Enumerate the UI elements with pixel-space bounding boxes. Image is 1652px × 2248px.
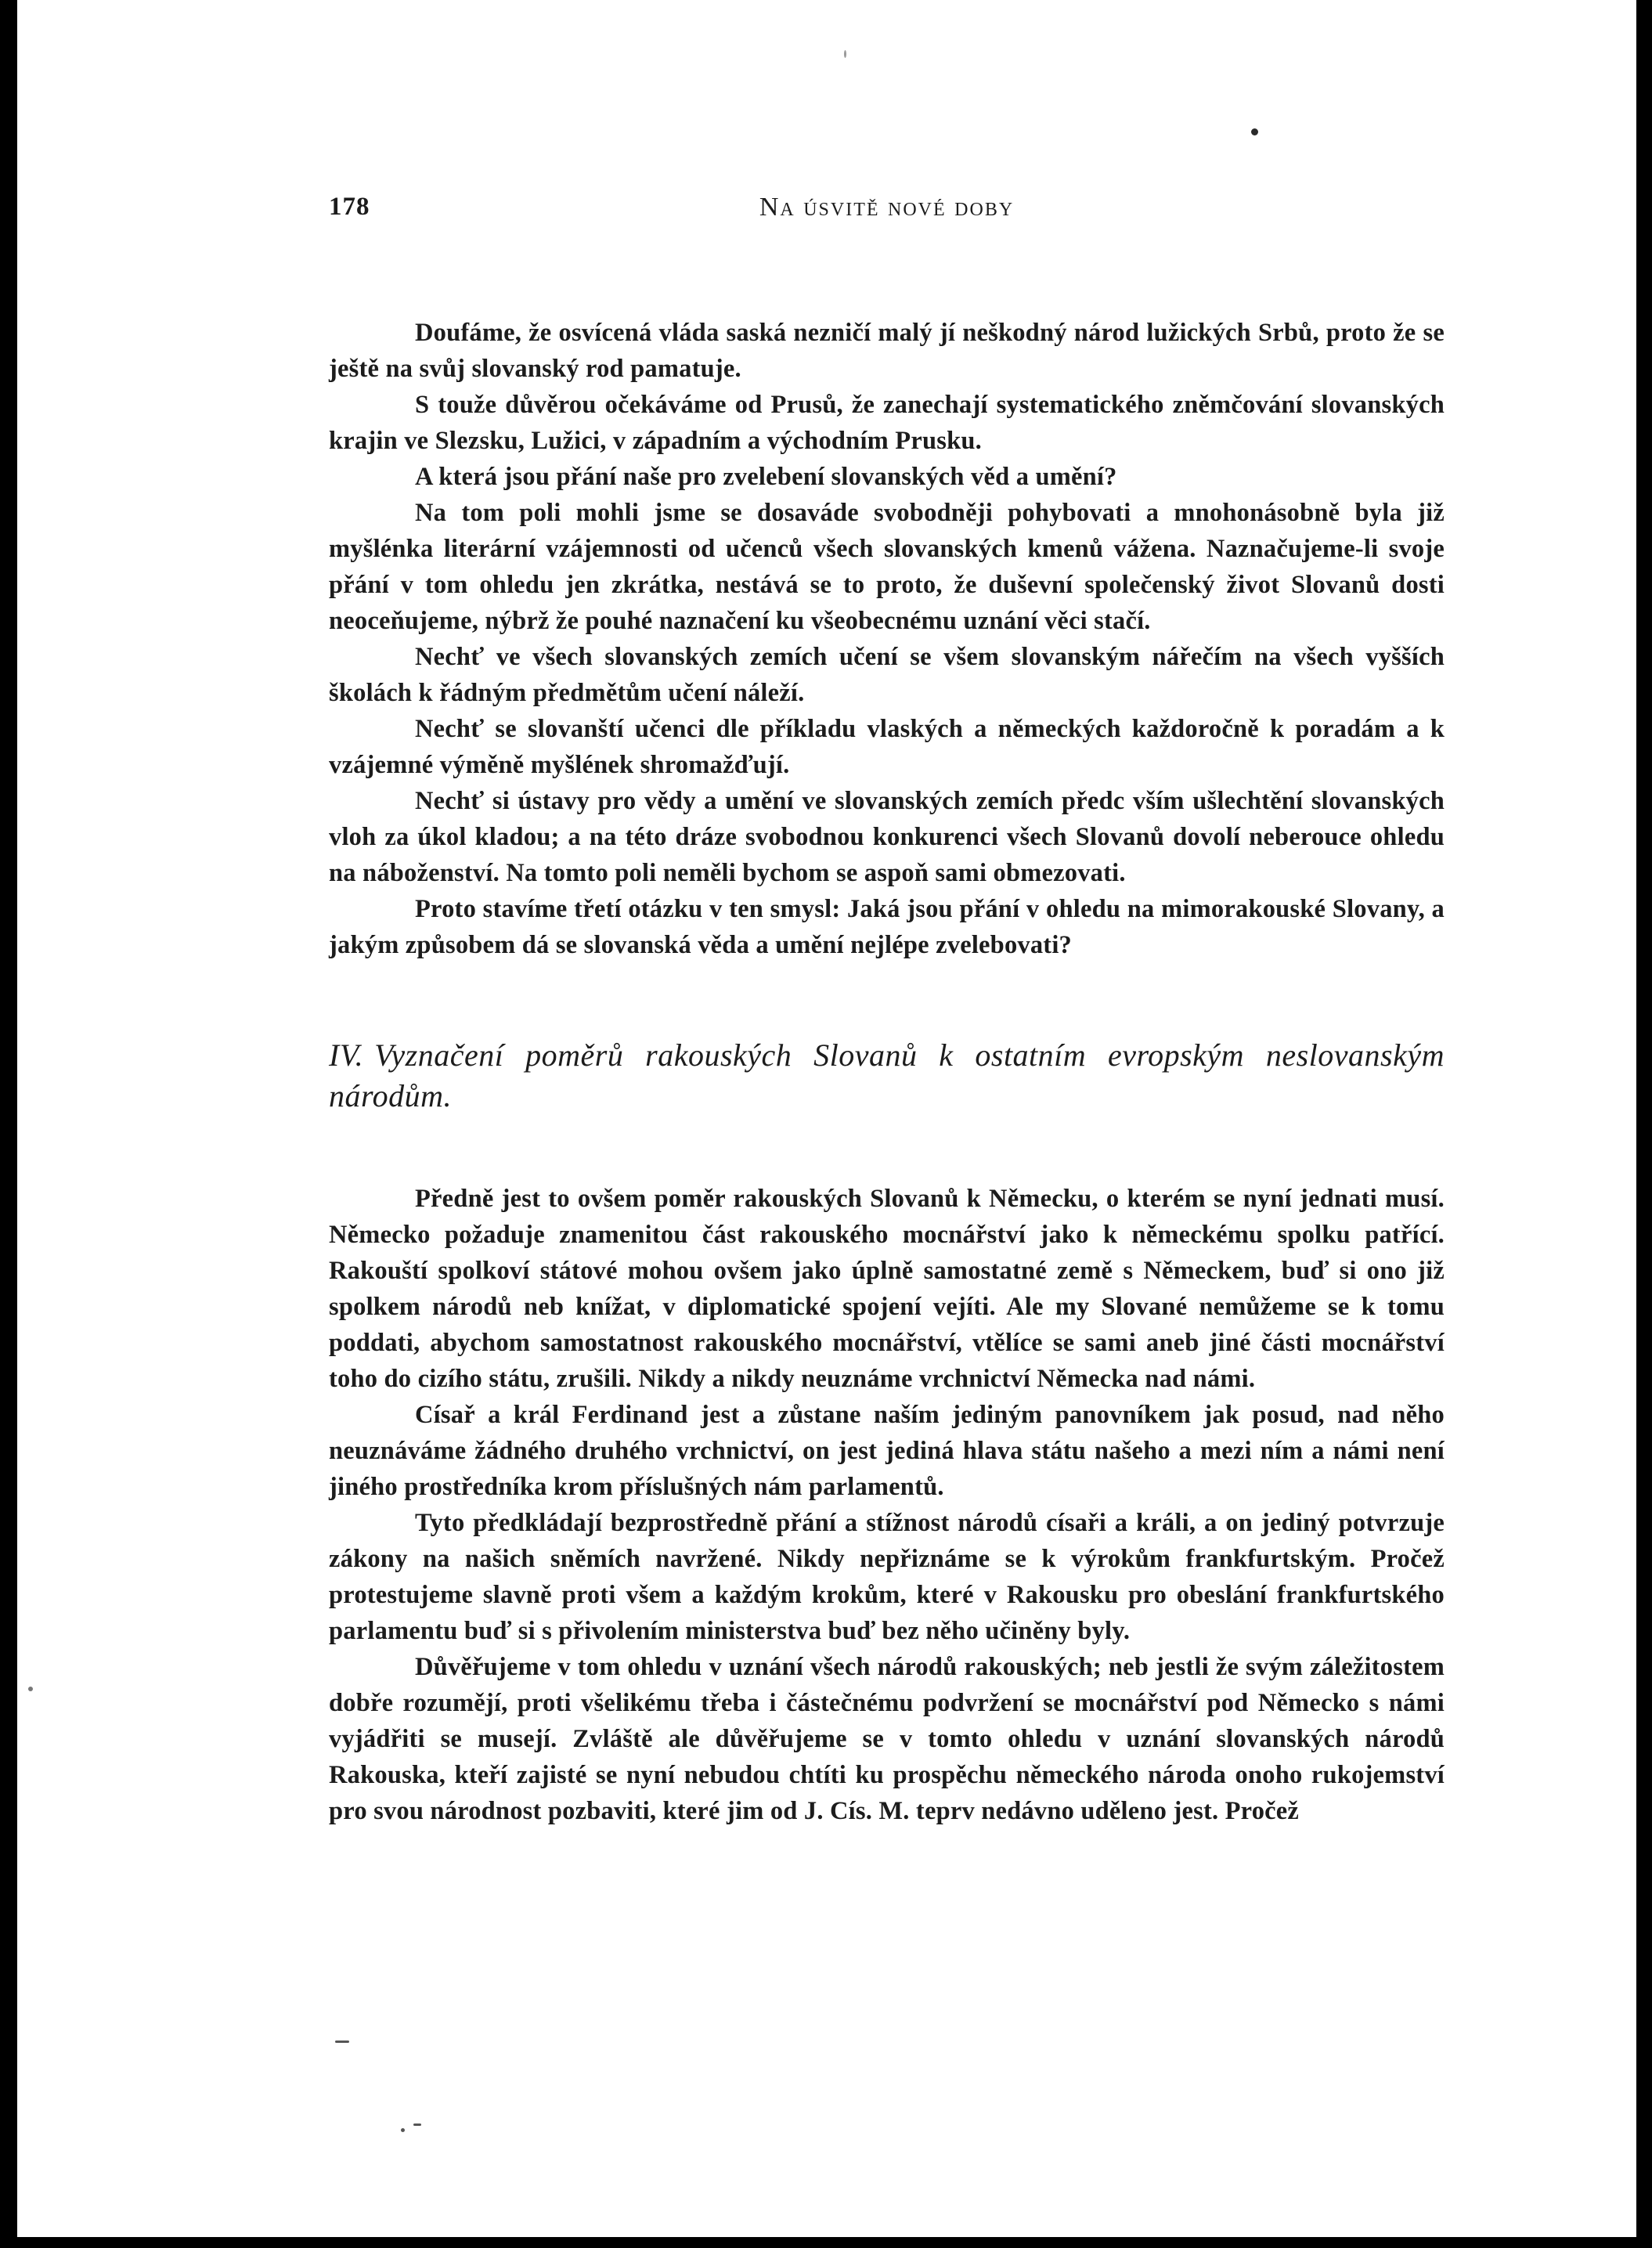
scan-border-left <box>0 0 17 2248</box>
paragraph: Doufáme, že osvícená vláda saská nezničí malý jí neškodný národ lužických Srbů, proto že se ještě na svůj slovanský rod pamatuje. <box>329 319 1445 383</box>
ink-speck <box>401 2128 405 2132</box>
ink-speck <box>28 1687 33 1691</box>
chapter-title: Vyznačení poměrů rakouských Slovanů k ostatním evropským neslovanským národům. <box>329 1037 1445 1113</box>
text-block-after-chapter <box>329 1181 1445 1829</box>
scan-border-right <box>1636 0 1652 2248</box>
paragraph: Nechť se slovanští učenci dle příkladu vlaských a německých každoročně k poradám a k vzájemné výměně myšlének shromažďují. <box>329 715 1445 779</box>
ink-speck <box>335 2041 349 2043</box>
ink-speck <box>1251 128 1258 135</box>
ink-speck <box>844 50 846 58</box>
paragraph: Důvěřujeme v tom ohledu v uznání všech národů rakouských; neb jestli že svým záležitostem dobře rozumějí, proti všelikému třeba i částečnému podvržení se mocnářství pod Německo s námi vyjádřiti se musejí. Zvláště ale důvěřujeme se v tomto ohledu v uznání slovanských národů Rakouska, kteří zajisté se nyní nebudou chtíti ku prospěchu německého národa onoho rukojemství pro svou národnost pozbaviti, které jim od J. Cís. M. teprv nedávno uděleno jest. Pročež <box>329 1653 1445 1825</box>
page-content <box>329 182 1445 1829</box>
text-block-before-chapter <box>329 315 1445 963</box>
paragraph: Nechť si ústavy pro vědy a umění ve slovanských zemích předc vším ušlechtění slovanských vloh za úkol kladou; a na této dráze svobodnou konkurenci všech Slovanů dovolí neberouce ohledu na náboženství. Na tomto poli neměli bychom se aspoň sami obmezovati. <box>329 787 1445 887</box>
paragraph: Císař a král Ferdinand jest a zůstane naším jediným panovníkem jak posud, nad něho neuznáváme žádného druhého vrchnictví, on jest jediná hlava státu našeho a mezi ním a námi není jiného prostředníka krom příslušných nám parlamentů. <box>329 1401 1445 1501</box>
paragraph: Proto stavíme třetí otázku v ten smysl: Jaká jsou přání v ohledu na mimorakouské Slovany, a jakým způsobem dá se slovanská věda a umění nejlépe zvelebovati? <box>329 895 1445 959</box>
chapter-heading <box>329 1035 1445 1117</box>
paragraph: Předně jest to ovšem poměr rakouských Slovanů k Německu, o kterém se nyní jednati musí. Německo požaduje znamenitou část rakouského mocnářství jako k německému spolku patřící. Rakouští spolkoví státové mohou ovšem jako úplně samostatné země s Německem, buď si ono již spolkem národů neb knížat, v diplomatické spojení vejíti. Ale my Slované nemůžeme se k tomu poddati, abychom samostatnost rakouského mocnářství, vtělíce se sami aneb jiné části mocnářství toho do cizího státu, zrušili. Nikdy a nikdy neuznáme vrchnictví Německa nad námi. <box>329 1185 1445 1393</box>
paragraph: Na tom poli mohli jsme se dosaváde svobodněji pohybovati a mnohonásobně byla již myšlénka literární vzájemnosti od učenců všech slovanských kmenů vážena. Naznačujeme-li svoje přání v tom ohledu jen zkrátka, nestává se to proto, že duševní společenský život Slovanů dosti neoceňujeme, nýbrž že pouhé naznačení ku všeobecnému uznání věci stačí. <box>329 499 1445 635</box>
page-number: 178 <box>329 193 370 221</box>
running-header <box>329 182 1445 229</box>
paragraph: A která jsou přání naše pro zvelebení slovanských věd a umění? <box>415 463 1117 491</box>
chapter-numeral: IV. <box>329 1037 364 1073</box>
paragraph: Nechť ve všech slovanských zemích učení se všem slovanským nářečím na všech vyšších školách k řádným předmětům učení náleží. <box>329 643 1445 707</box>
paragraph: S touže důvěrou očekáváme od Prusů, že zanechají systematického zněmčování slovanských krajin ve Slezsku, Lužici, v západním a východním Prusku. <box>329 391 1445 455</box>
ink-speck <box>413 2124 421 2126</box>
scan-border-bottom <box>0 2237 1652 2248</box>
running-title: Na úsvitě nové doby <box>759 193 1015 222</box>
paragraph: Tyto předkládají bezprostředně přání a stížnost národů císaři a králi, a on jediný potvrzuje zákony na našich sněmích navržené. Nikdy nepřiznáme se k výrokům frankfurtským. Pročež protestujeme slavně proti všem a každým krokům, které v Rakousku pro obeslání frankfurtského parlamentu buď si s přivolením ministerstva buď bez něho učiněny byly. <box>329 1509 1445 1645</box>
